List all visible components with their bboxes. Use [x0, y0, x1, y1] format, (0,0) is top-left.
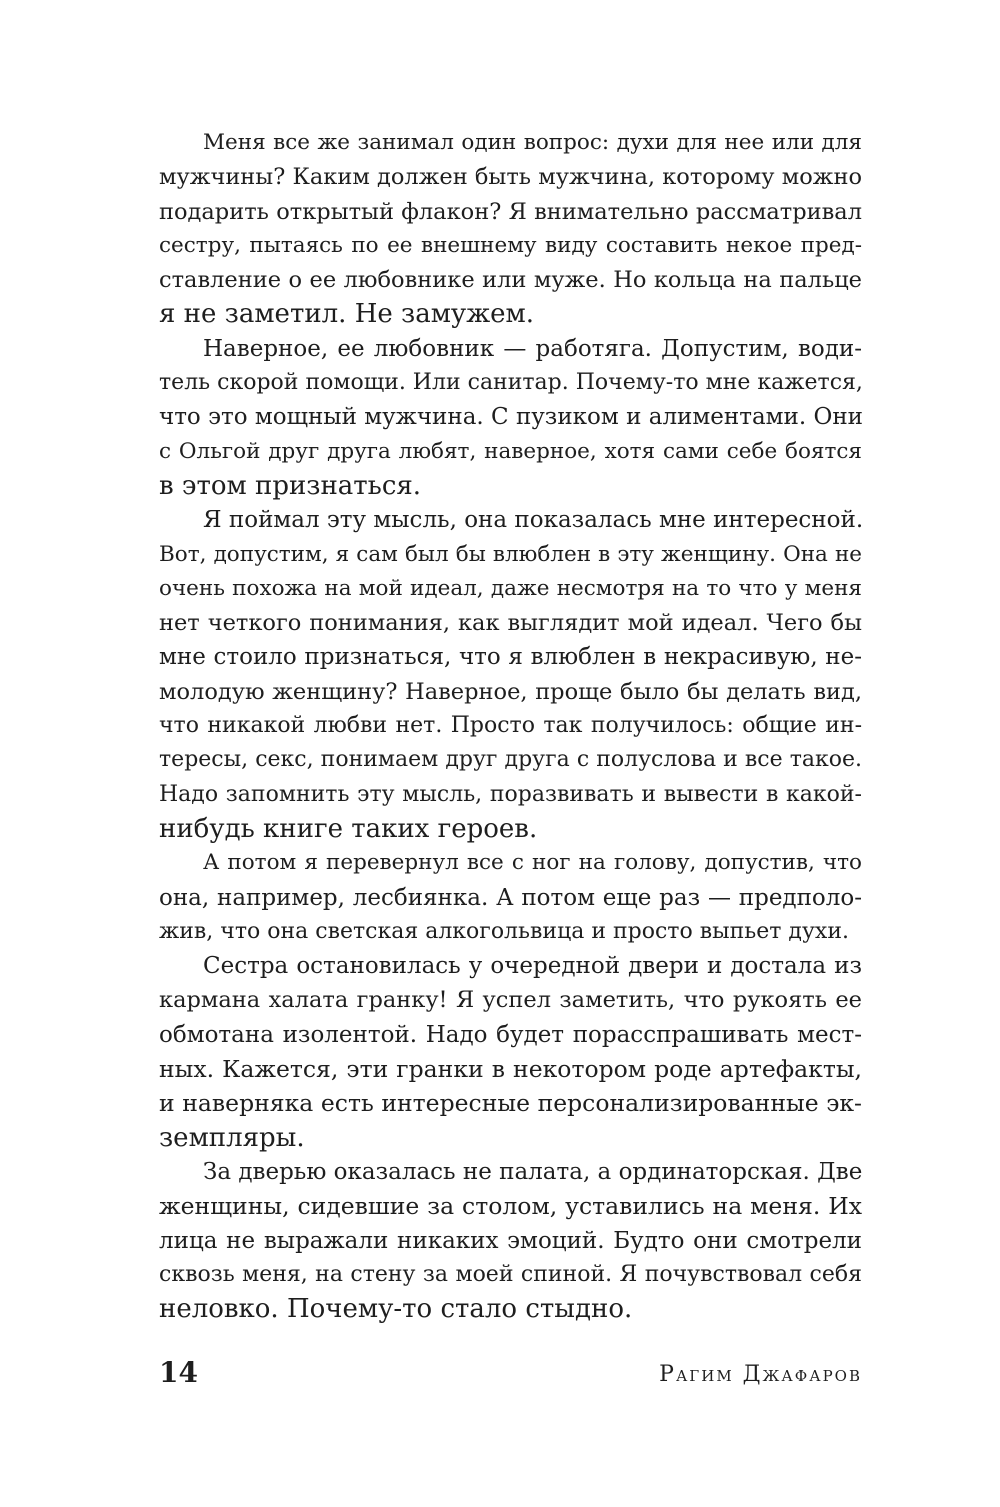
text-line: Я поймал эту мысль, она показалась мне интересной. [203, 507, 864, 534]
text-line: ных. Кажется, эти гранки в некотором роде артефакты, [159, 1055, 862, 1084]
text-line: обмотана изолентой. Надо будет порасспрашивать мест- [159, 1021, 862, 1048]
text-line: подарить открытый флакон? Я внимательно рассматривал [159, 198, 862, 225]
text-line: и наверняка есть интересные персонализированные эк- [159, 1089, 862, 1118]
page-number: 14 [159, 1356, 198, 1389]
text-line: очень похожа на мой идеал, даже несмотря на то что у меня [159, 575, 862, 601]
text-line: тель скорой помощи. Или санитар. Почему-то мне кажется, [159, 370, 863, 396]
text-line: земпляры. [159, 1122, 305, 1153]
paragraph [159, 332, 862, 503]
text-line: А потом я перевернул все с ног на голову, допустив, что [203, 850, 862, 876]
text-line: нибудь книге таких героев. [159, 813, 538, 844]
text-line: женщины, сидевшие за столом, уставились на меня. Их [159, 1192, 862, 1221]
text-line: жив, что она светская алкогольвица и просто выпьет духи. [159, 918, 849, 944]
text-line: Надо запомнить эту мысль, поразвивать и вывести в какой- [159, 781, 862, 807]
text-line: кармана халата гранку! Я успел заметить, что рукоять ее [159, 987, 862, 1014]
text-line: в этом признаться. [159, 470, 422, 501]
text-line: молодую женщину? Наверное, проще было бы делать вид, [159, 678, 862, 705]
text-line: что никакой любви нет. Просто так получилось: общие ин- [159, 713, 862, 739]
text-line: лица не выражали никаких эмоций. Будто они смотрели [159, 1227, 862, 1254]
text-line: Сестра остановилась у очередной двери и достала из [203, 953, 862, 980]
text-line: я не заметил. Не замужем. [159, 299, 535, 330]
body-text [159, 126, 862, 1326]
text-line: с Ольгой друг друга любят, наверное, хотя сами себе боятся [159, 438, 862, 464]
text-line: тересы, секс, понимаем друг друга с полуслова и все такое. [159, 747, 862, 773]
text-line: неловко. Почему-то стало стыдно. [159, 1294, 633, 1325]
paragraph [159, 503, 862, 846]
text-line: Меня все же занимал один вопрос: духи для нее или для [203, 130, 862, 155]
paragraph [159, 949, 862, 1155]
text-line: Вот, допустим, я сам был бы влюблен в эту женщину. Она не [159, 541, 862, 567]
text-line: мне стоило признаться, что я влюблен в некрасивую, не- [159, 644, 862, 671]
paragraph [159, 1155, 862, 1326]
text-line: сквозь меня, на стену за моей спиной. Я почувствовал себя [159, 1261, 862, 1287]
text-line: она, например, лесбиянка. А потом еще раз — предполо- [159, 884, 862, 911]
paragraph [159, 846, 862, 949]
text-line: мужчины? Каким должен быть мужчина, которому можно [159, 164, 862, 191]
page-footer [159, 1356, 862, 1396]
text-line: нет четкого понимания, как выглядит мой идеал. Чего бы [159, 610, 862, 637]
paragraph [159, 126, 862, 332]
text-line: что это мощный мужчина. С пузиком и алиментами. Они [159, 404, 864, 431]
text-line: Наверное, ее любовник — работяга. Допустим, води- [203, 335, 862, 362]
text-line: сестру, пытаясь по ее внешнему виду составить некое пред- [159, 232, 862, 258]
text-line: За дверью оказалась не палата, а ординаторская. Две [203, 1158, 863, 1185]
text-line: ставление о ее любовнике или муже. Но кольца на пальце [159, 267, 862, 294]
running-author: Рагим Джафаров [659, 1362, 862, 1387]
